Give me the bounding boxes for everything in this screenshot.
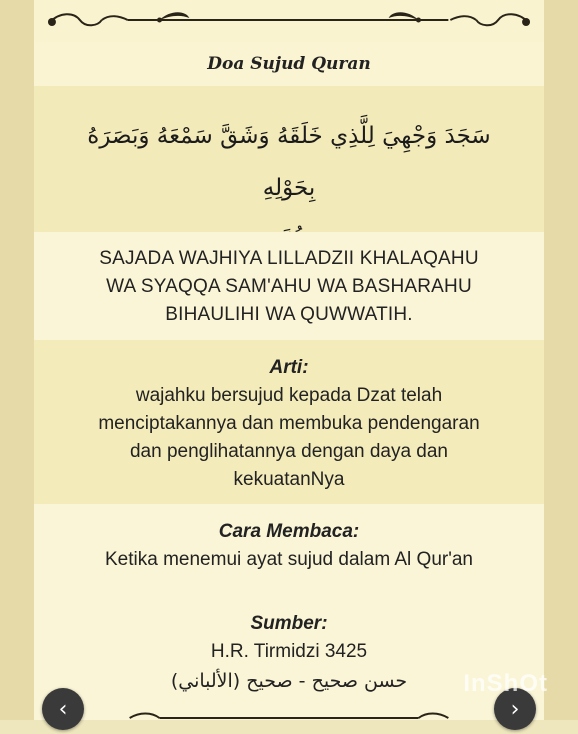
left-margin	[0, 0, 34, 720]
title-bar	[34, 42, 544, 86]
floral-ornament-bottom-icon	[40, 706, 538, 730]
meaning-section	[34, 340, 544, 504]
reading-text: Ketika menemui ayat sujud dalam Al Qur'an	[105, 549, 473, 570]
chevron-left-icon: ‹	[58, 696, 68, 722]
meaning-label: Arti:	[269, 357, 309, 378]
reading-label: Cara Membaca:	[218, 521, 360, 542]
arabic-line-1: سَجَدَ وَجْهِيَ لِلَّذِي خَلَقَهُ وَشَقَّ سَمْعَهُ وَبَصَرَهُ بِحَوْلِهِ	[87, 123, 491, 201]
meaning-line-1: wajahku bersujud kepada Dzat telah	[135, 385, 443, 406]
meaning-line-4: kekuatanNya	[233, 469, 345, 490]
latin-line-3: BIHAULIHI WA QUWWATIH.	[165, 304, 413, 325]
meaning-line-3: dan penglihatannya dengan daya dan	[129, 441, 448, 462]
chevron-right-icon: ›	[510, 696, 520, 722]
meaning-line-2: menciptakannya dan membuka pendengaran	[98, 413, 480, 434]
source-text: H.R. Tirmidzi 3425	[210, 641, 368, 662]
latin-transliteration	[34, 232, 544, 329]
previous-button[interactable]	[42, 688, 84, 730]
source-label: Sumber:	[250, 613, 328, 634]
inshot-watermark: InShOt	[463, 670, 548, 697]
latin-section	[34, 232, 544, 340]
latin-line-2: WA SYAQQA SAM'AHU WA BASHARAHU	[106, 276, 472, 297]
page-title: Doa Sujud Quran	[207, 54, 371, 74]
source-grade: حسن صحيح - صحيح (الألباني)	[170, 670, 408, 692]
floral-ornament-icon	[40, 8, 538, 32]
right-margin	[544, 0, 578, 720]
latin-line-1: SAJADA WAJHIYA LILLADZII KHALAQAHU	[99, 248, 479, 269]
arabic-section	[34, 86, 544, 232]
